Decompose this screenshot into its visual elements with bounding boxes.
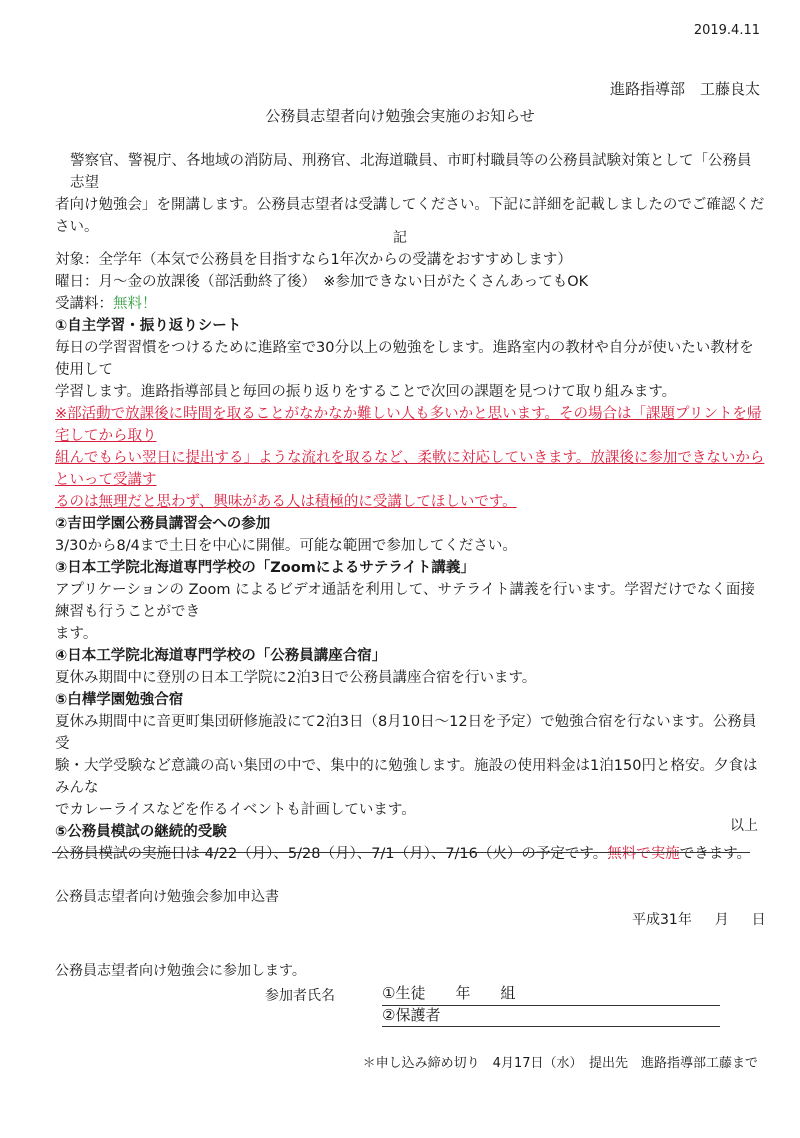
section-2-heading: ②吉田学園公務員講習会への参加 <box>55 516 271 532</box>
section-4-line-1: 夏休み期間中に登別の日本工学院に2泊3日で公務員講座合宿を行います。 <box>55 670 537 686</box>
form-date-month: 月 <box>714 912 729 928</box>
free-highlight: 無料で実施 <box>607 846 680 862</box>
separator-line <box>52 852 750 853</box>
section-3-line-2: ます。 <box>55 626 98 642</box>
form-statement: 公務員志望者向け勉強会に参加します。 <box>55 963 306 979</box>
section-5-heading: ⑤白樺学園勉強合宿 <box>55 692 184 708</box>
author-line: 進路指導部 工藤良太 <box>609 80 760 98</box>
section-3-heading: ③日本工学院北海道専門学校の「Zoomによるサテライト講義」 <box>55 560 475 576</box>
form-date <box>632 910 766 930</box>
section-1-heading: ①自主学習・振り返りシート <box>55 318 242 334</box>
section-6-line <box>55 843 765 865</box>
fee-value: 無料！ <box>113 296 157 312</box>
participant-label: 参加者氏名 <box>265 988 335 1004</box>
section-1-note-line-1: ※部活動で放課後に時間を取ることがなかなか難しい人も多いかと思います。その場合は「課題プリントを帰宅してから取り <box>55 406 762 444</box>
target-line: 対象：全学年（本気で公務員を目指すなら1年次からの受講をおすすめします） <box>55 252 572 268</box>
form-title: 公務員志望者向け勉強会参加申込書 <box>55 889 279 905</box>
section-1-line-1: 毎日の学習習慣をつけるために進路室で30分以上の勉強をします。進路室内の教材や自分が使いたい教材を使用して <box>55 340 754 378</box>
schedule-line: 曜日：月～金の放課後（部活動終了後） ※参加できない日がたくさんあってもOK <box>55 274 589 290</box>
intro-paragraph <box>55 150 765 238</box>
ki-marker: 記 <box>393 230 407 246</box>
intro-line-1: 警察官、警視庁、各地域の消防局、刑務官、北海道職員、市町村職員等の公務員試験対策として「公務員志望 <box>70 153 752 191</box>
fee-line <box>55 293 765 315</box>
document-title: 公務員志望者向け勉強会実施のお知らせ <box>265 107 535 125</box>
closing-mark: 以上 <box>730 818 758 834</box>
form-date-day: 日 <box>751 912 766 928</box>
section-5-line-3: でカレーライスなどを作るイベントも計画しています。 <box>55 802 416 818</box>
guardian-field[interactable]: ②保護者 <box>382 1006 441 1024</box>
intro-line-2: 者向け勉強会」を開講します。公務員志望者は受講してください。下記に詳細を記載しましたのでご確認ください。 <box>55 197 765 235</box>
section-5-line-1: 夏休み期間中に音更町集団研修施設にて2泊3日（8月10日～12日を予定）で勉強合宿を行ないます。公務員受 <box>55 714 757 752</box>
form-date-era: 平成31年 <box>632 912 692 928</box>
student-field[interactable]: ①生徒 年 組 <box>382 984 516 1002</box>
document-date: 2019.4.11 <box>693 23 760 38</box>
notice-body <box>55 249 765 865</box>
section-2-line-1: 3/30から8/4まで土日を中心に開催。可能な範囲で参加してください。 <box>55 538 517 554</box>
deadline-note: ＊申し込み締め切り 4月17日（水） 提出先 進路指導部工藤まで <box>362 1056 758 1071</box>
section-5-line-2: 験・大学受験など意識の高い集団の中で、集中的に勉強します。施設の使用料金は1泊150円と格安。夕食はみんな <box>55 758 758 796</box>
exam-dates-suffix: できます。 <box>679 846 752 862</box>
fee-label: 受講料： <box>55 296 113 312</box>
section-3-line-1: アプリケーションの Zoom によるビデオ通話を利用して、サテライト講義を行います。学習だけでなく面接練習も行うことができ <box>55 582 755 620</box>
exam-dates-text: 公務員模試の実施日は 4/22（月）、5/28（月）、7/1（月）、7/16（火）の予定です。 <box>55 846 608 862</box>
section-1-note-line-3: るのは無理だと思わず、興味がある人は積極的に受講してほしいです。 <box>55 494 517 510</box>
section-6-heading: ⑤公務員模試の継続的受験 <box>55 824 227 840</box>
section-4-heading: ④日本工学院北海道専門学校の「公務員講座合宿」 <box>55 648 387 664</box>
section-1-note-line-2: 組んでもらい翌日に提出する」ような流れを取るなど、柔軟に対応していきます。放課後に参加できないからといって受講す <box>55 450 765 488</box>
section-1-line-2: 学習します。進路指導部員と毎回の振り返りをすることで次回の課題を見つけて取り組みます。 <box>55 384 677 400</box>
guardian-field-underline <box>382 1026 720 1027</box>
